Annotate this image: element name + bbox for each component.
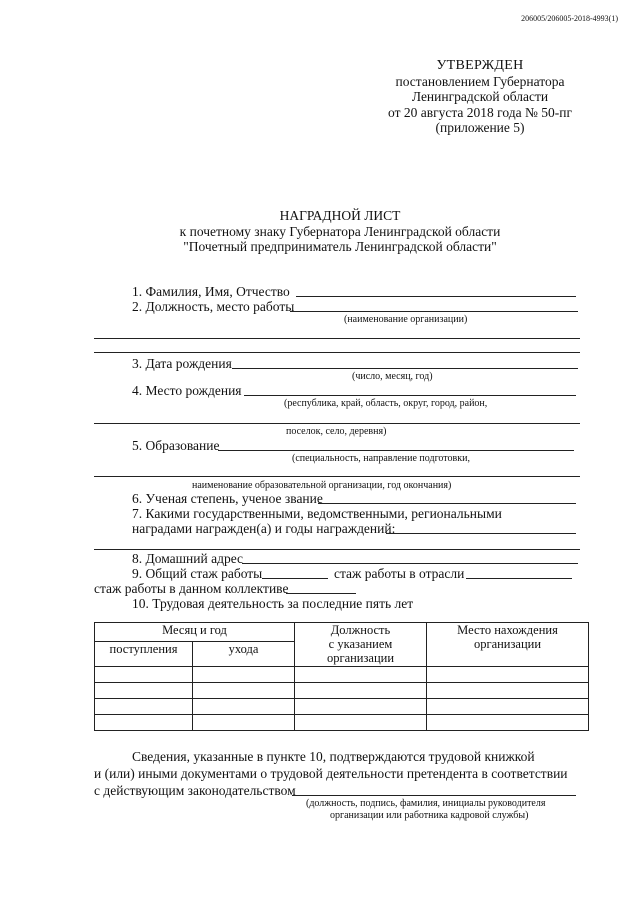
location-header-line: Место нахождения bbox=[457, 623, 558, 637]
signature-hint: (должность, подпись, фамилия, инициалы руководителя bbox=[306, 798, 546, 809]
table-cell[interactable] bbox=[427, 715, 589, 731]
degree-line[interactable] bbox=[318, 503, 576, 504]
position-header bbox=[295, 623, 427, 667]
education-line-2[interactable] bbox=[94, 476, 580, 477]
birth-place-line[interactable] bbox=[244, 395, 576, 396]
birth-place-line-2[interactable] bbox=[94, 423, 580, 424]
location-header-line: организации bbox=[473, 637, 542, 651]
table-cell[interactable] bbox=[295, 715, 427, 731]
field-label-team-experience: стаж работы в данном коллективе bbox=[94, 581, 289, 596]
table-row bbox=[95, 683, 589, 699]
field-label-full-name: 1. Фамилия, Имя, Отчество bbox=[132, 284, 290, 299]
month-year-header: Месяц и год bbox=[95, 623, 295, 642]
field-label-work-history: 10. Трудовая деятельность за последние пять лет bbox=[132, 596, 414, 611]
full-name-line[interactable] bbox=[296, 296, 576, 297]
table-row bbox=[95, 715, 589, 731]
position-line[interactable] bbox=[290, 311, 578, 312]
birth-date-hint: (число, месяц, год) bbox=[352, 371, 433, 382]
awards-line-2[interactable] bbox=[94, 549, 580, 550]
approval-stamp bbox=[380, 58, 580, 136]
approval-line: от 20 августа 2018 года № 50-пг bbox=[388, 104, 572, 120]
table-cell[interactable] bbox=[427, 667, 589, 683]
approval-heading: УТВЕРЖДЕН bbox=[436, 58, 524, 73]
approval-line: Ленинградской области bbox=[411, 89, 549, 104]
position-header-line: Должность bbox=[330, 623, 391, 637]
field-label-degree: 6. Ученая степень, ученое звание bbox=[132, 491, 323, 506]
field-label-birth-date: 3. Дата рождения bbox=[132, 356, 232, 371]
position-line-3[interactable] bbox=[94, 352, 580, 353]
industry-experience-line[interactable] bbox=[466, 578, 572, 579]
birth-place-hint: (республика, край, область, округ, город, район, bbox=[284, 398, 488, 409]
field-label-birth-place: 4. Место рождения bbox=[132, 383, 242, 398]
confirmation-line-1: Сведения, указанные в пункте 10, подтверждаются трудовой книжкой bbox=[132, 749, 535, 764]
location-header bbox=[427, 623, 589, 667]
position-header-line: с указанием bbox=[328, 637, 393, 651]
field-label-education: 5. Образование bbox=[132, 438, 220, 453]
work-history-table bbox=[94, 622, 589, 731]
form-title-main: НАГРАДНОЙ ЛИСТ bbox=[279, 208, 401, 223]
education-line[interactable] bbox=[218, 450, 574, 451]
field-label-total-experience: 9. Общий стаж работы bbox=[132, 566, 263, 581]
signature-hint-2: организации или работника кадровой службы) bbox=[330, 810, 529, 821]
education-hint-2: наименование образовательной организации, год окончания) bbox=[192, 480, 452, 491]
address-line[interactable] bbox=[242, 563, 578, 564]
approval-line: (приложение 5) bbox=[435, 120, 525, 135]
position-hint: (наименование организации) bbox=[344, 314, 468, 325]
signature-line[interactable] bbox=[292, 795, 576, 796]
departure-header: ухода bbox=[193, 642, 295, 667]
table-cell[interactable] bbox=[193, 699, 295, 715]
table-cell[interactable] bbox=[295, 699, 427, 715]
birth-place-hint-2: поселок, село, деревня) bbox=[286, 426, 387, 437]
form-title-sub: к почетному знаку Губернатора Ленинградской области bbox=[179, 223, 501, 239]
table-row bbox=[95, 699, 589, 715]
table-cell[interactable] bbox=[95, 699, 193, 715]
field-label-position: 2. Должность, место работы bbox=[132, 299, 295, 314]
field-label-address: 8. Домашний адрес bbox=[132, 551, 244, 566]
table-cell[interactable] bbox=[193, 683, 295, 699]
table-cell[interactable] bbox=[427, 699, 589, 715]
document-id: 206005/206005-2018-4993(1) bbox=[521, 14, 618, 23]
field-label-awards: 7. Какими государственными, ведомственными, региональными bbox=[132, 506, 502, 521]
table-cell[interactable] bbox=[427, 683, 589, 699]
confirmation-line-2: и (или) иными документами о трудовой деятельности претендента в соответствии bbox=[94, 766, 568, 781]
position-header-line: организации bbox=[326, 651, 395, 665]
field-label-awards-2: наградами награжден(а) и годы награждений: bbox=[132, 521, 396, 536]
table-cell[interactable] bbox=[193, 715, 295, 731]
education-hint: (специальность, направление подготовки, bbox=[292, 453, 470, 464]
total-experience-line[interactable] bbox=[262, 578, 328, 579]
approval-line: постановлением Губернатора bbox=[395, 73, 565, 89]
birth-date-line[interactable] bbox=[232, 368, 578, 369]
table-cell[interactable] bbox=[95, 715, 193, 731]
form-title bbox=[0, 208, 640, 255]
admission-header: поступления bbox=[95, 642, 193, 667]
table-cell[interactable] bbox=[193, 667, 295, 683]
table-row bbox=[95, 667, 589, 683]
position-line-2[interactable] bbox=[94, 338, 580, 339]
confirmation-line-3: с действующим законодательством bbox=[94, 783, 296, 798]
field-label-industry-experience: стаж работы в отрасли bbox=[334, 566, 465, 581]
table-cell[interactable] bbox=[95, 683, 193, 699]
table-cell[interactable] bbox=[95, 667, 193, 683]
team-experience-line[interactable] bbox=[286, 593, 356, 594]
form-title-sub: "Почетный предприниматель Ленинградской области" bbox=[183, 239, 497, 254]
table-cell[interactable] bbox=[295, 667, 427, 683]
table-cell[interactable] bbox=[295, 683, 427, 699]
awards-line[interactable] bbox=[386, 533, 576, 534]
